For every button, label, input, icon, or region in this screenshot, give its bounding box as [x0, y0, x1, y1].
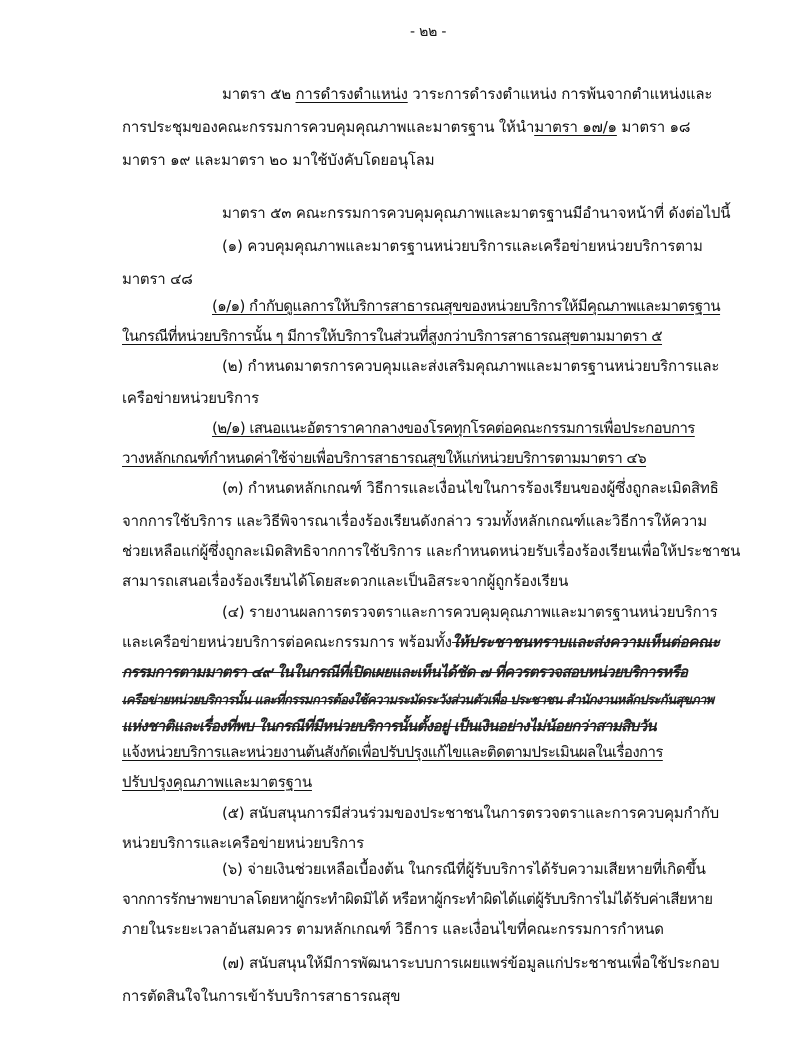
item-4-line-3	[122, 662, 687, 682]
item-1-line-2: มาตรา ๔๘	[122, 270, 193, 288]
item-5-line-1: (๕) สนับสนุนการมีส่วนร่วมของประชาชนในการตรวจตราและการควบคุมกำกับ	[222, 804, 719, 822]
item-3-line-2: จากการใช้บริการ และวิธีพิจารณาเรื่องร้องเรียนดังกล่าว รวมทั้งหลักเกณฑ์และวิธีการให้ความ	[122, 512, 707, 530]
section-52-prefix: มาตรา ๕๒	[222, 85, 296, 103]
item-4-line-7: ปรับปรุงคุณภาพและมาตรฐาน	[122, 773, 312, 791]
item-4-line-4	[122, 689, 714, 711]
item-1-line-1: (๑) ควบคุมคุณภาพและมาตรฐานหน่วยบริการและเครือข่ายหน่วยบริการตาม	[222, 237, 703, 255]
item-2-1-line-2: วางหลักเกณฑ์กำหนดค่าใช้จ่ายเพื่อบริการสาธารณสุขให้แก่หน่วยบริการตามมาตรา ๔๖	[122, 449, 647, 467]
item-4-line-2	[122, 632, 720, 652]
item-5-line-2: หน่วยบริการและเครือข่ายหน่วยบริการ	[122, 834, 364, 852]
item-1-1-line-2: ในกรณีที่หน่วยบริการนั้น ๆ มีการให้บริการในส่วนที่สูงกว่าบริการสาธารณสุขตามมาตรา ๕	[122, 327, 663, 345]
item-3-line-3: ช่วยเหลือแก่ผู้ซึ่งถูกละเมิดสิทธิจากการใช้บริการ และกำหนดหน่วยรับเรื่องร้องเรียนเพื่อให้ประชาชน	[122, 542, 741, 560]
item-4-struck-text-3: เครือข่ายหน่วยบริการนั้น และที่กรรมการต้องใช้ความระมัดระวังส่วนตัวเพื่อ ประชาชน สำนักงานหลักประกันสุขภาพ	[122, 691, 714, 711]
section-53-intro: มาตรา ๕๓ คณะกรรมการควบคุมคุณภาพและมาตรฐานมีอำนาจหน้าที่ ดังต่อไปนี้	[222, 204, 731, 222]
section-52-text-1: วาระการดำรงตำแหน่ง การพ้นจากตำแหน่งและ	[407, 85, 713, 103]
item-1-1-line-1: (๑/๑) กำกับดูแลการให้บริการสาธารณสุขของหน่วยบริการให้มีคุณภาพและมาตรฐาน	[212, 297, 721, 315]
section-52-line-2	[122, 117, 690, 137]
section-52-heading-underlined: การดำรงตำแหน่ง	[295, 85, 408, 103]
item-6-line-3: ภายในระยะเวลาอันสมควร ตามหลักเกณฑ์ วิธีการ และเงื่อนไขที่คณะกรรมการกำหนด	[122, 920, 664, 938]
item-4-line-1: (๔) รายงานผลการตรวจตราและการควบคุมคุณภาพและมาตรฐานหน่วยบริการ	[222, 603, 718, 621]
item-3-line-1: (๓) กำหนดหลักเกณฑ์ วิธีการและเงื่อนไขในการร้องเรียนของผู้ซึ่งถูกละเมิดสิทธิ	[222, 479, 719, 497]
item-6-line-2: จากการรักษาพยาบาลโดยหาผู้กระทำผิดมิได้ หรือหาผู้กระทำผิดได้แต่ผู้รับบริการไม่ได้รับค่าเสียหาย	[122, 890, 713, 908]
item-7-line-2: การตัดสินใจในการเข้ารับบริการสาธารณสุข	[122, 987, 401, 1005]
item-4-line-5	[122, 716, 656, 736]
item-4-struck-text-2: กรรมการตามมาตรา ๔๙ ในในกรณีที่เปิดเผยและเห็นได้ชัด ๗ ที่ควรตรวจสอบหน่วยบริการหรือ	[122, 663, 688, 681]
item-4-line-6: แจ้งหน่วยบริการและหน่วยงานต้นสังกัดเพื่อปรับปรุงแก้ไขและติดตามประเมินผลในเรื่องการ	[122, 743, 663, 761]
item-4-struck-text-4: แห่งชาติและเรื่องที่พบ ในกรณีที่มีหน่วยบริการนั้นตั้งอยู่ เป็นเงินอย่างไม่น้อยกว่าสามสิบวัน	[122, 717, 657, 735]
section-52-line-2a: การประชุมของคณะกรรมการควบคุมคุณภาพและมาตรฐาน ให้นำ	[122, 118, 535, 136]
item-2-1-line-1: (๒/๑) เสนอแนะอัตราราคากลางของโรคทุกโรคต่อคณะกรรมการเพื่อประกอบการ	[212, 419, 695, 437]
item-3-line-4: สามารถเสนอเรื่องร้องเรียนได้โดยสะดวกและเป็นอิสระจากผู้ถูกร้องเรียน	[122, 572, 569, 590]
section-52-ref-underlined: มาตรา ๑๗/๑	[534, 118, 617, 136]
item-7-line-1: (๗) สนับสนุนให้มีการพัฒนาระบบการเผยแพร่ข้อมูลแก่ประชาชนเพื่อใช้ประกอบ	[222, 954, 720, 972]
section-52-line-3: มาตรา ๑๙ และมาตรา ๒๐ มาใช้บังคับโดยอนุโลม	[122, 151, 435, 169]
item-4-struck-text-1: ให้ประชาชนทราบและส่งความเห็นต่อคณะ	[451, 633, 720, 651]
item-2-line-1: (๒) กำหนดมาตรการควบคุมและส่งเสริมคุณภาพและมาตรฐานหน่วยบริการและ	[222, 357, 720, 375]
item-4-line-2-text: และเครือข่ายหน่วยบริการต่อคณะกรรมการ พร้อมทั้ง	[122, 633, 452, 651]
item-2-line-2: เครือข่ายหน่วยบริการ	[122, 389, 259, 407]
page-number: - ๒๒ -	[410, 24, 447, 40]
section-52-line-1	[222, 84, 712, 104]
section-52-line-2b: มาตรา ๑๘	[616, 118, 691, 136]
item-6-line-1: (๖) จ่ายเงินช่วยเหลือเบื้องต้น ในกรณีที่ผู้รับบริการได้รับความเสียหายที่เกิดขึ้น	[222, 860, 706, 878]
